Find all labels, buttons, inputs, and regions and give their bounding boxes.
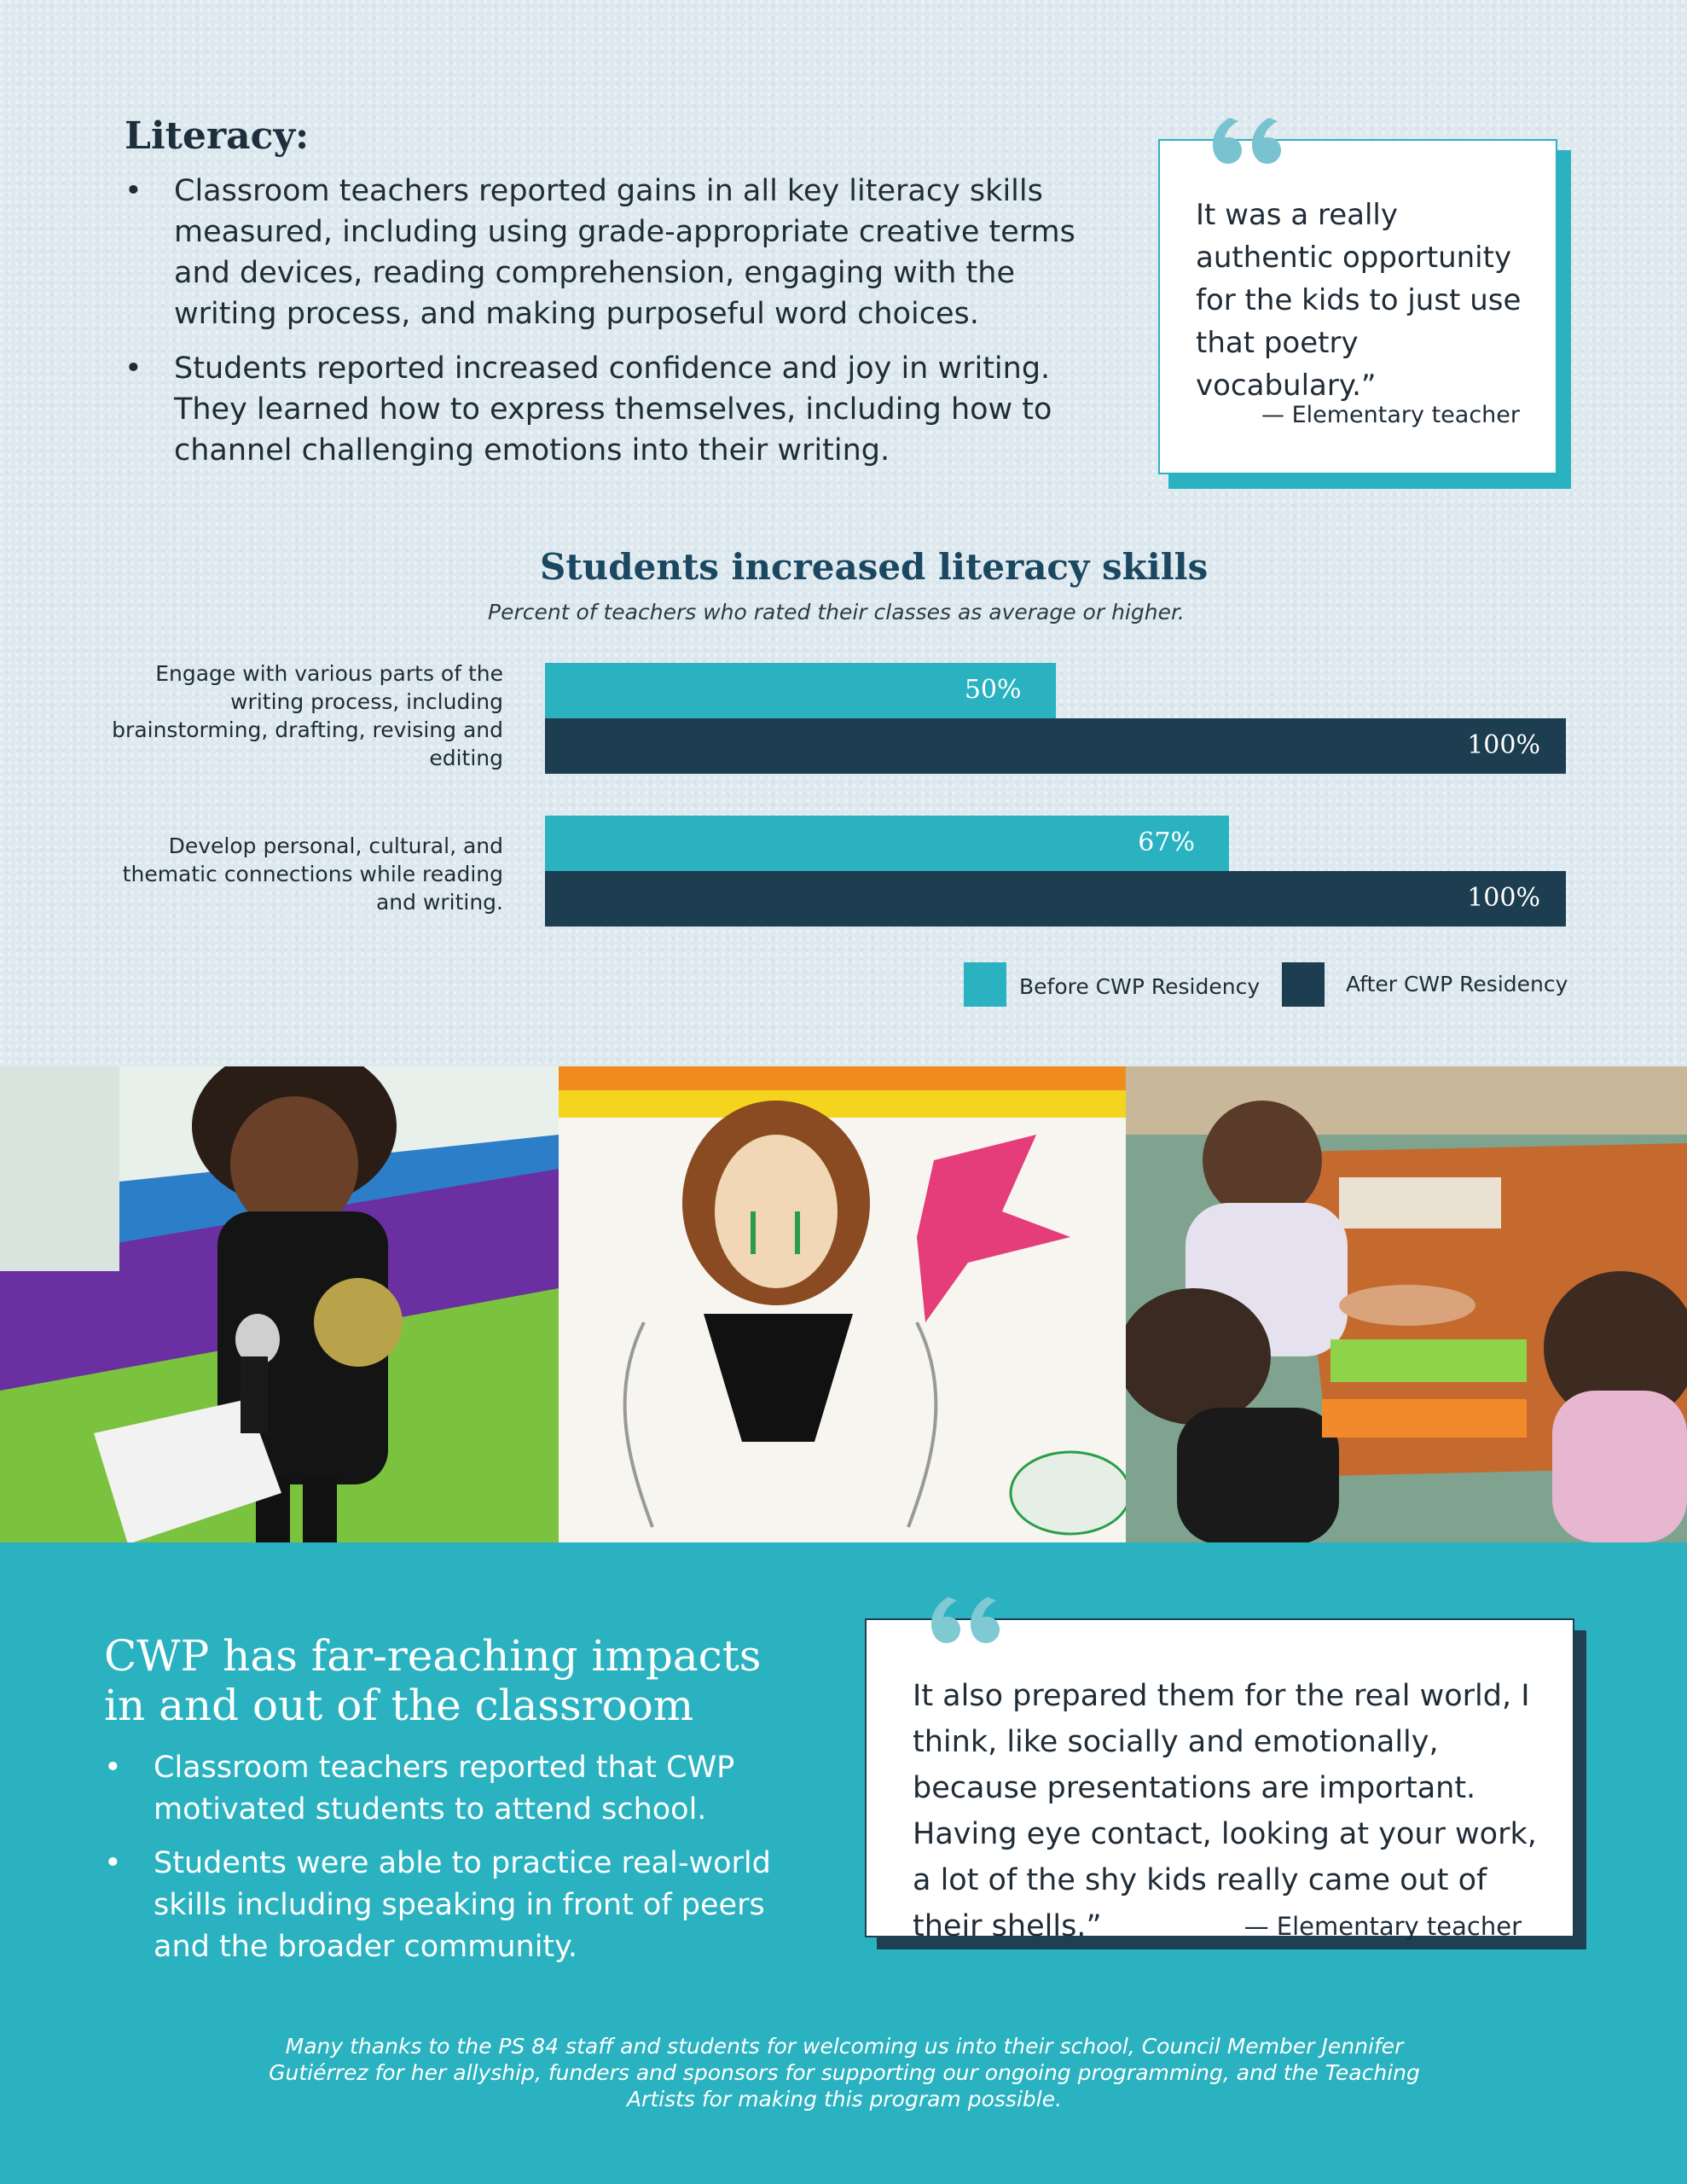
chart-bar [545, 871, 1566, 926]
quote-box-teacher-2 [865, 1618, 1574, 1943]
legend-swatch-before [964, 962, 1006, 1007]
impacts-heading-line: in and out of the classroom [104, 1681, 694, 1730]
literacy-heading: Literacy: [125, 114, 310, 158]
quote-attribution: — Elementary teacher [1244, 1912, 1522, 1941]
chart-data-label: 50% [964, 675, 1022, 705]
chart-bar [545, 816, 1229, 871]
chart-category-label: Engage with various parts of the writing process, including brainstorming, drafting, revising and editing [112, 661, 503, 770]
quote-text: It also prepared them for the real world, I think, like socially and emotionally, because presentations are important. Having eye contact, looking at your work, a lot of the shy kids really came out of their shells.” [913, 1679, 1537, 1943]
legend-label-before: Before CWP Residency [1019, 974, 1261, 999]
chart-subtitle: Percent of teachers who rated their classes as average or higher. [488, 600, 1185, 624]
literacy-bullet: • Students reported increased confidence and joy in writing. They learned how to express themselves, including how to channel challenging emotions into their writing. [125, 348, 1114, 471]
impacts-bullet: • Classroom teachers reported that CWP motivated students to attend school. [104, 1747, 786, 1831]
acknowledgements-text: Many thanks to the PS 84 staff and students for welcoming us into their school, Council Member Jennifer Gutiérrez for her allyship, funders and sponsors for supporting our ongoing programming, and the Teaching Artists for making this program possible. [269, 2034, 1420, 2111]
chart-data-label: 100% [1467, 730, 1540, 760]
quote-box-teacher-1 [1158, 139, 1557, 474]
impacts-heading-line: CWP has far-reaching impacts [104, 1631, 762, 1681]
student-with-microphone-photo [0, 1066, 559, 1542]
impacts-heading [104, 1631, 872, 1730]
legend-label-after: After CWP Residency [1346, 972, 1568, 996]
quote-mark-icon [928, 1590, 1005, 1650]
chart-bar [545, 718, 1566, 774]
literacy-bullet-list [125, 171, 1114, 485]
chart-data-label: 67% [1138, 828, 1195, 857]
impacts-bullet: • Students were able to practice real-world skills including speaking in front of peers and the broader community. [104, 1843, 786, 1968]
chart-title: Students increased literacy skills [540, 546, 1209, 588]
impacts-bullet-list [104, 1747, 786, 1980]
quote-mark-icon [1209, 111, 1286, 171]
student-self-portrait-drawing-photo [559, 1066, 1126, 1542]
quote-attribution: — Elementary teacher [1261, 402, 1520, 428]
quote-text: It was a really authentic opportunity for the kids to just use that poetry vocabulary.” [1196, 198, 1522, 403]
literacy-bullet: • Classroom teachers reported gains in all key literacy skills measured, including using grade-appropriate creative terms and devices, reading comprehension, engaging with the writing process, and making purposeful word choices. [125, 171, 1114, 334]
chart-category-label: Develop personal, cultural, and thematic connections while reading and writing. [122, 834, 503, 915]
chart-bar [545, 663, 1056, 718]
legend-swatch-after [1282, 962, 1325, 1007]
chart-data-label: 100% [1467, 883, 1540, 913]
students-hands-together-photo [1126, 1066, 1687, 1542]
